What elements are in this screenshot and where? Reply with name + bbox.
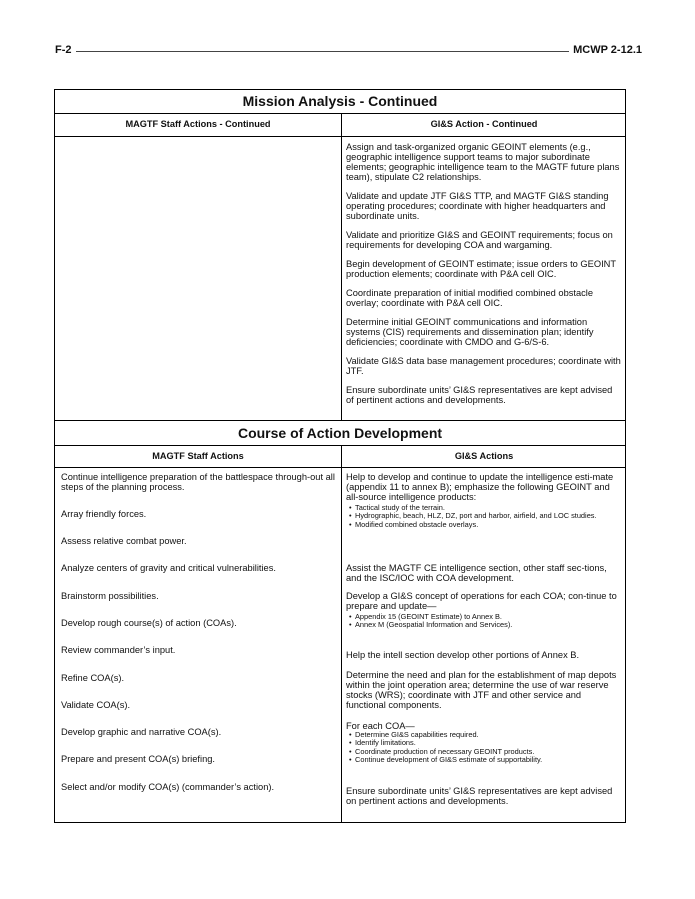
staff-action-item: Continue intelligence preparation of the battlespace through-out all steps of the planning process.: [61, 472, 335, 492]
staff-action-item: Refine COA(s).: [61, 673, 125, 683]
paragraph: Begin development of GEOINT estimate; issue orders to GEOINT production elements; coordinate with P&A cell OIC.: [346, 259, 616, 279]
col-header-gis-action-continued: GI&S Action - Continued: [430, 119, 538, 129]
paragraph: Help to develop and continue to update the intelligence esti-mate (appendix 11 to annex B); emphasize the following GEOINT and all-source intelligence products:: [346, 472, 614, 502]
bullet-item: • Modified combined obstacle overlays.: [346, 521, 621, 529]
mission-analysis-title: Mission Analysis - Continued: [242, 93, 438, 109]
planning-table: [54, 89, 626, 823]
bullet-item: • Identify limitations.: [346, 739, 621, 747]
column-divider: [341, 113, 342, 420]
col-header-staff-actions: MAGTF Staff Actions: [152, 451, 244, 461]
staff-action-item: Develop graphic and narrative COA(s).: [61, 727, 222, 737]
paragraph: Validate GI&S data base management procedures; coordinate with JTF.: [346, 356, 621, 376]
bullet-item: • Tactical study of the terrain.: [346, 504, 621, 512]
paragraph: Determine initial GEOINT communications and information systems (CIS) requirements and dissemination plan; identify deficiencies; coordinate with CMDO and G-6/S-6.: [346, 317, 594, 347]
paragraph: Ensure subordinate units’ GI&S representatives are kept advised on pertinent actions and developments.: [346, 786, 613, 806]
staff-action-item: Analyze centers of gravity and critical vulnerabilities.: [61, 563, 276, 573]
page-number: F-2: [55, 44, 76, 56]
page-header: [55, 44, 642, 58]
paragraph: Coordinate preparation of initial modified combined obstacle overlay; coordinate with P&A cell OIC.: [346, 288, 594, 308]
paragraph: Validate and prioritize GI&S and GEOINT requirements; focus on requirements for developing COA and wargaming.: [346, 230, 613, 250]
bullet-item: • Hydrographic, beach, HLZ, DZ, port and harbor, airfield, and LOC studies.: [346, 512, 621, 520]
section-divider: [55, 420, 625, 421]
staff-action-item: Review commander’s input.: [61, 645, 176, 655]
col-header-staff-actions-continued: MAGTF Staff Actions - Continued: [125, 119, 271, 129]
divider: [55, 445, 625, 446]
gis-action-block: [346, 472, 621, 529]
gis-action-block: [346, 591, 621, 630]
staff-action-item: Validate COA(s).: [61, 700, 131, 710]
divider: [55, 136, 625, 137]
paragraph: Develop a GI&S concept of operations for each COA; con-tinue to prepare and update—: [346, 591, 617, 611]
divider: [55, 467, 625, 468]
paragraph: Help the intell section develop other portions of Annex B.: [346, 650, 580, 660]
paragraph: Ensure subordinate units’ GI&S representatives are kept advised of pertinent actions and developments.: [346, 385, 613, 405]
paragraph: Assist the MAGTF CE intelligence section, other staff sec-tions, and the ISC/IOC with COA development.: [346, 563, 607, 583]
divider: [55, 113, 625, 114]
staff-action-item: Brainstorm possibilities.: [61, 591, 159, 601]
col-header-gis-actions: GI&S Actions: [454, 451, 514, 461]
gis-action-block: [346, 721, 621, 765]
paragraph: Determine the need and plan for the establishment of map depots within the joint operation area; determine the use of war reserve stocks (WRS); coordinate with JTF and other service and functional components.: [346, 670, 617, 710]
bullet-item: • Appendix 15 (GEOINT Estimate) to Annex B.: [346, 613, 621, 621]
staff-action-item: Array friendly forces.: [61, 509, 147, 519]
bullet-item: • Annex M (Geospatial Information and Services).: [346, 621, 621, 629]
bullet-item: • Coordinate production of necessary GEOINT products.: [346, 748, 621, 756]
column-divider: [341, 445, 342, 823]
staff-action-item: Select and/or modify COA(s) (commander’s action).: [61, 782, 275, 792]
bullet-item: • Determine GI&S capabilities required.: [346, 731, 621, 739]
coa-development-title: Course of Action Development: [237, 425, 443, 441]
paragraph: Validate and update JTF GI&S TTP, and MAGTF GI&S standing operating procedures; coordinate with higher headquarters and subordinate units.: [346, 191, 609, 221]
mission-analysis-gis-actions: [346, 142, 621, 405]
bullet-item: • Continue development of GI&S estimate of supportability.: [346, 756, 621, 764]
staff-action-item: Prepare and present COA(s) briefing.: [61, 754, 215, 764]
paragraph: For each COA—: [346, 721, 415, 731]
publication-id: MCWP 2-12.1: [569, 44, 642, 56]
header-rule: [55, 51, 642, 52]
staff-action-item: Develop rough course(s) of action (COAs).: [61, 618, 237, 628]
paragraph: Assign and task-organized organic GEOINT elements (e.g., geographic intelligence support teams to major subordinate elements; geographic intelligence team to the MAGTF future plans team), stipulate C2 relationships.: [346, 142, 620, 182]
staff-action-item: Assess relative combat power.: [61, 536, 187, 546]
